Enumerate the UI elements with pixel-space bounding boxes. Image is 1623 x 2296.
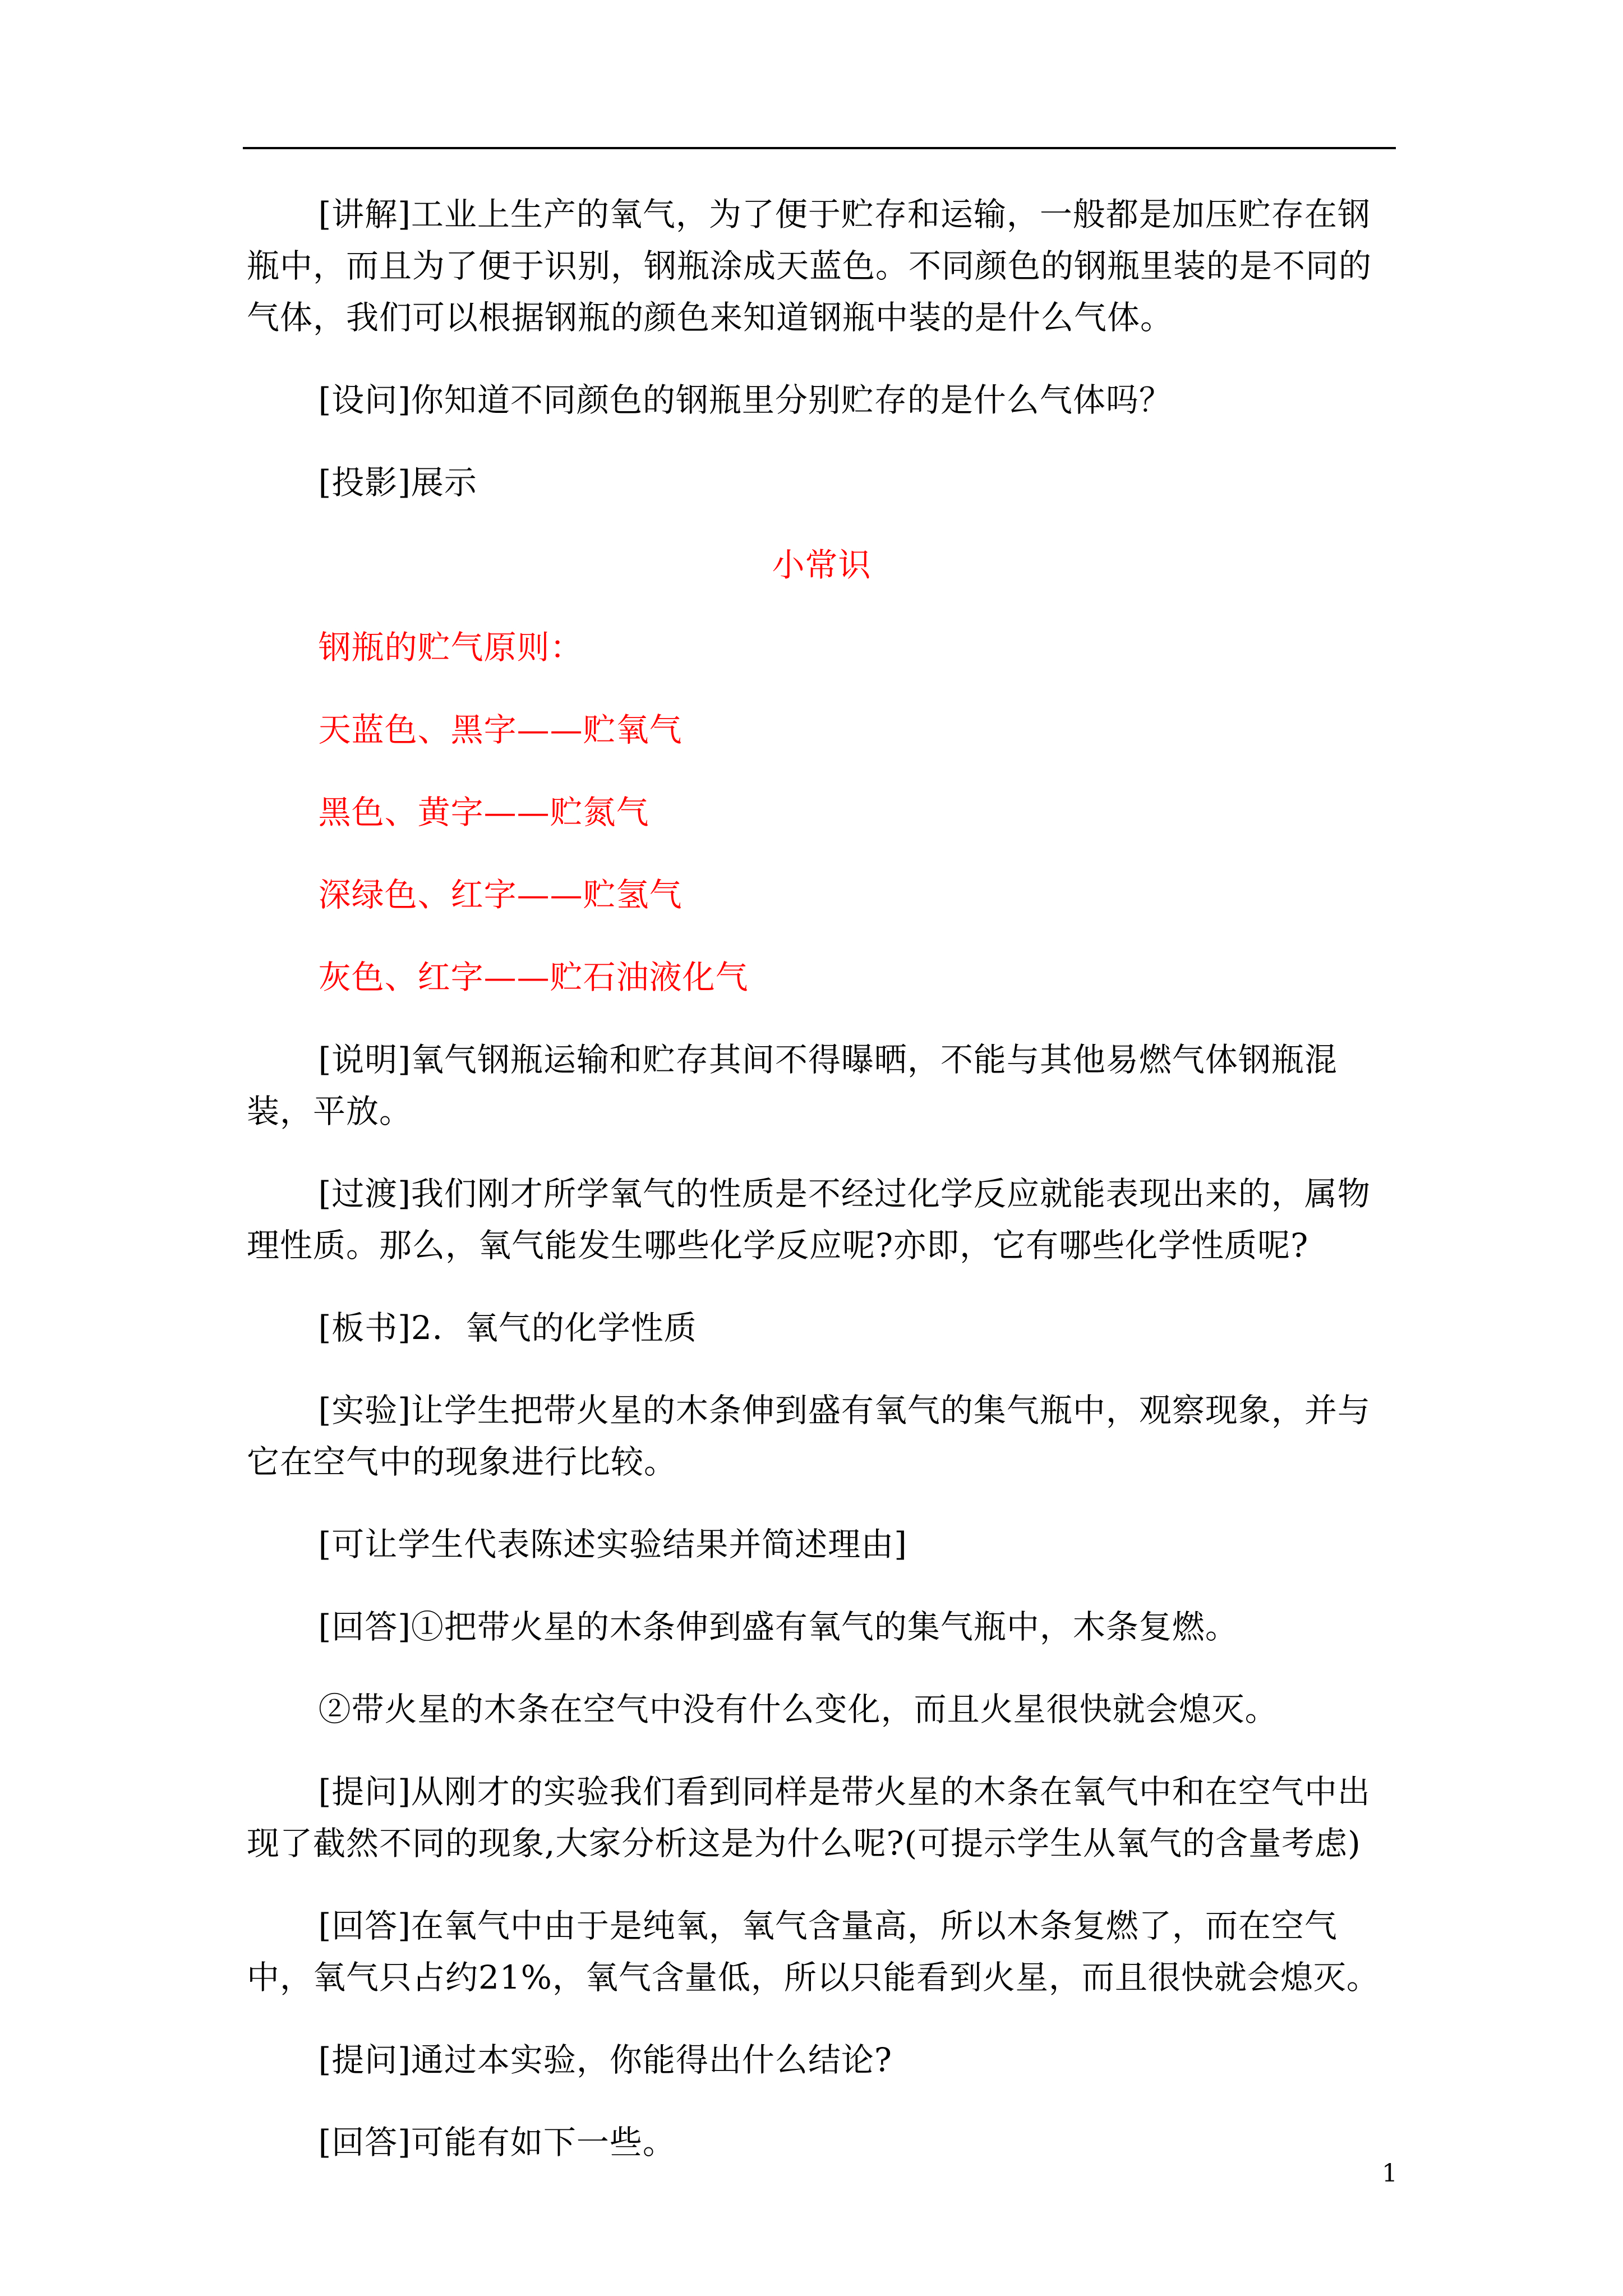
tips-heading: 小常识 — [772, 546, 872, 584]
page-number: 1 — [1382, 2159, 1398, 2188]
paragraph-answer-3: [回答]在氧气中由于是纯氧，氧气含量高，所以木条复燃了，而在空气中，氧气只占约21%，氧气含量低，所以只能看到火星，而且很快就会熄灭。 — [247, 1907, 1380, 1996]
paragraph-answer-2: ②带火星的木条在空气中没有什么变化，而且火星很快就会熄灭。 — [318, 1690, 1278, 1728]
tips-item-lpg: 灰色、红字——贮石油液化气 — [318, 958, 749, 996]
document-body — [247, 188, 1396, 2168]
paragraph-answer-4: [回答]可能有如下一些。 — [318, 2123, 676, 2161]
paragraph-projection: [投影]展示 — [318, 463, 477, 501]
paragraph-question-2: [提问]从刚才的实验我们看到同样是带火星的木条在氧气中和在空气中出现了截然不同的现象,大家分析这是为什么呢?(可提示学生从氧气的含量考虑) — [247, 1773, 1371, 1862]
paragraph-question-3: [提问]通过本实验，你能得出什么结论? — [318, 2041, 892, 2079]
tips-rule-title: 钢瓶的贮气原则： — [318, 628, 583, 666]
tips-item-hydrogen: 深绿色、红字——贮氢气 — [318, 876, 683, 914]
paragraph-question: [设问]你知道不同颜色的钢瓶里分别贮存的是什么气体吗？ — [318, 381, 1172, 419]
tips-item-nitrogen: 黑色、黄字——贮氮气 — [318, 793, 649, 831]
paragraph-board: [板书]2．氧气的化学性质 — [318, 1309, 697, 1347]
paragraph-student-report: [可让学生代表陈述实验结果并简述理由] — [318, 1525, 907, 1563]
paragraph-explanation: [讲解]工业上生产的氧气，为了便于贮存和运输，一般都是加压贮存在钢瓶中，而且为了便于识别，钢瓶涂成天蓝色。不同颜色的钢瓶里装的是不同的气体，我们可以根据钢瓶的颜色来知道钢瓶中装的是什么气体。 — [247, 195, 1372, 337]
tips-item-oxygen: 天蓝色、黑字——贮氧气 — [318, 711, 683, 749]
paragraph-answer-1: [回答]①把带火星的木条伸到盛有氧气的集气瓶中，木条复燃。 — [318, 1608, 1238, 1646]
header-rule — [243, 147, 1396, 149]
paragraph-transition: [过渡]我们刚才所学氧气的性质是不经过化学反应就能表现出来的，属物理性质。那么，氧气能发生哪些化学反应呢?亦即，它有哪些化学性质呢? — [247, 1175, 1371, 1264]
paragraph-experiment: [实验]让学生把带火星的木条伸到盛有氧气的集气瓶中，观察现象，并与它在空气中的现象进行比较。 — [247, 1391, 1371, 1481]
paragraph-note: [说明]氧气钢瓶运输和贮存其间不得曝晒，不能与其他易燃气体钢瓶混装，平放。 — [247, 1041, 1338, 1130]
